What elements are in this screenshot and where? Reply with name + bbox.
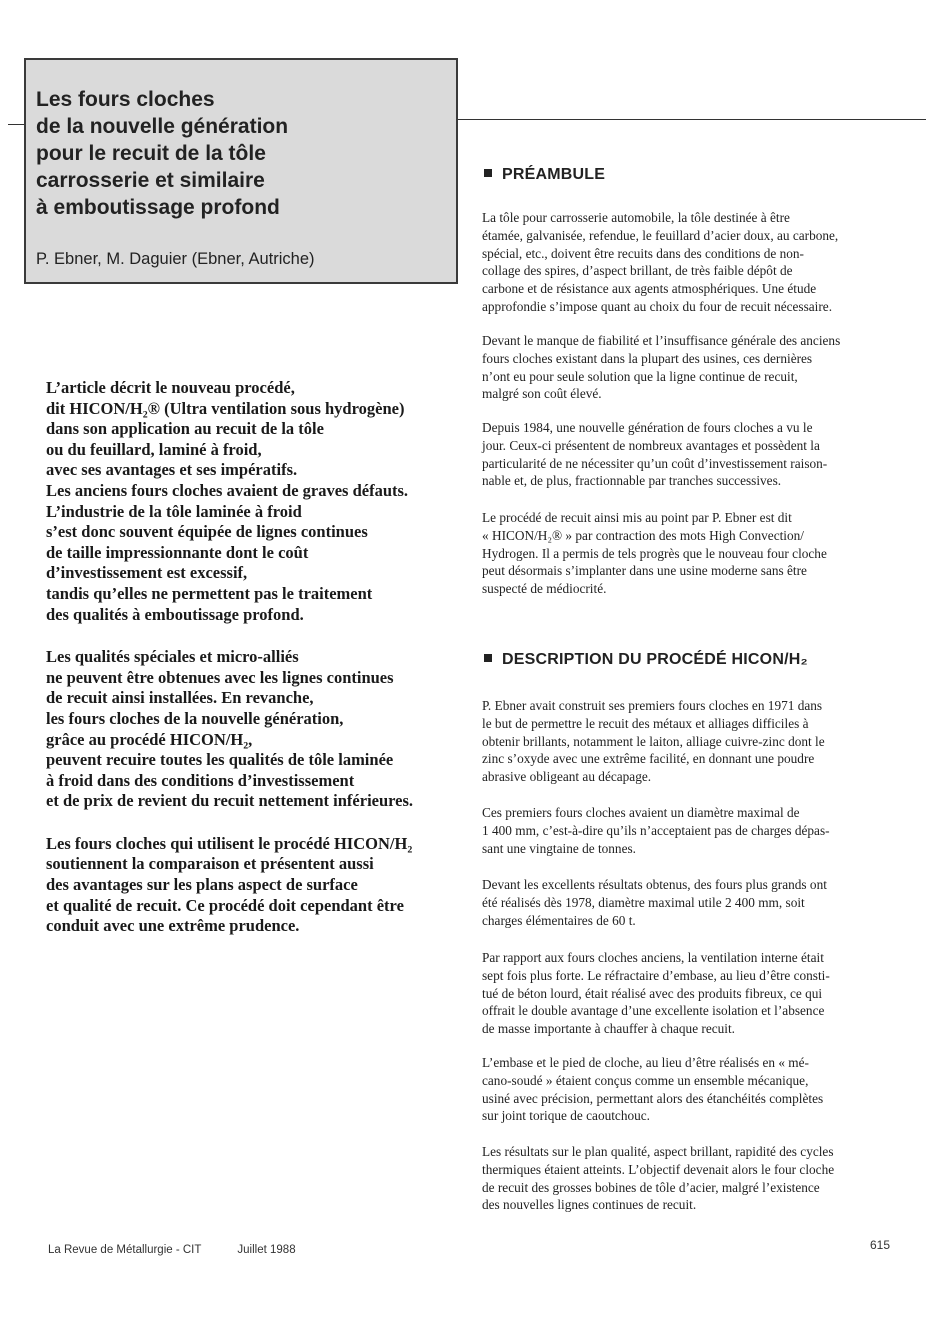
authors: P. Ebner, M. Daguier (Ebner, Autriche) xyxy=(36,250,315,268)
bullet-square-icon xyxy=(484,169,492,177)
journal-name: La Revue de Métallurgie - CIT xyxy=(48,1244,202,1256)
abstract-paragraph xyxy=(46,378,456,625)
bullet-square-icon xyxy=(484,654,492,662)
text-line: de masse importante à chauffer à chaque recuit. xyxy=(482,1021,736,1037)
text-line: Devant les excellents résultats obtenus, des fours plus grands ont xyxy=(482,877,827,892)
abstract-line: tandis qu’elles ne permettent pas le traitement xyxy=(46,583,373,603)
abstract-line: Les anciens fours cloches avaient de graves défauts. xyxy=(46,480,409,500)
text-line: charges élémentaires de 60 t. xyxy=(482,912,636,928)
text-line: approfondie s’impose quant au choix du four de recuit nécessaire. xyxy=(482,298,833,314)
text-line: thermiques étaient atteints. L’objectif devenait alors le four cloche xyxy=(482,1161,835,1177)
preambule-paragraph xyxy=(482,419,888,490)
abstract xyxy=(46,378,456,959)
abstract-line: les fours cloches de la nouvelle génération, xyxy=(46,708,344,728)
text-line: sant une vingtaine de tonnes. xyxy=(482,840,636,856)
text-line: offrait le double avantage d’une excellente isolation et l’absence xyxy=(482,1003,825,1019)
title-line: pour le recuit de la tôle xyxy=(36,142,266,165)
abstract-line: peuvent recuire toutes les qualités de tôle laminée xyxy=(46,750,394,770)
text-line: étamée, galvanisée, refendue, le feuillard d’acier doux, au carbone, xyxy=(482,227,839,243)
abstract-line: Les qualités spéciales et micro-alliés xyxy=(46,647,299,667)
abstract-line: L’industrie de la tôle laminée à froid xyxy=(46,501,302,521)
abstract-line: dit HICON/H₂® (Ultra ventilation sous hydrogène) xyxy=(46,398,405,418)
text-line: tué de béton lourd, était réalisé avec des produits fibreux, ce qui xyxy=(482,985,823,1001)
text-line: carbone et de résistance aux agents atmosphériques. Une étude xyxy=(482,281,817,297)
description-paragraph xyxy=(482,949,888,1038)
text-line: n’ont eu pour seule solution que la ligne continue de recuit, xyxy=(482,368,798,384)
title-line: de la nouvelle génération xyxy=(36,115,289,138)
description-paragraph xyxy=(482,876,888,929)
text-line: 1 400 mm, c’est-à-dire qu’ils n’acceptaient pas de charges dépas- xyxy=(482,822,830,838)
abstract-line: conduit avec une extrême prudence. xyxy=(46,916,300,936)
preambule-paragraph xyxy=(482,209,888,316)
text-line: spécial, etc., doivent être recuits dans des conditions de non- xyxy=(482,245,804,261)
text-line: obtenir brillants, notamment le laiton, alliage cuivre-zinc dont le xyxy=(482,733,825,749)
abstract-line: ne peuvent être obtenues avec les lignes continues xyxy=(46,667,394,687)
text-line: le but de permettre le recuit des métaux et alliages difficiles à xyxy=(482,715,809,731)
text-line: collage des spires, d’aspect brillant, de très faible dépôt de xyxy=(482,263,793,279)
abstract-line: s’est donc souvent équipée de lignes continues xyxy=(46,522,368,542)
text-line: peut désormais s’implanter dans une usine moderne sans être xyxy=(482,563,807,579)
abstract-line: ou du feuillard, laminé à froid, xyxy=(46,439,262,459)
text-line: des nouvelles lignes continues de recuit. xyxy=(482,1197,697,1213)
text-line: « HICON/H₂® » par contraction des mots High Convection/ xyxy=(482,527,804,543)
text-line: de recuit des grosses bobines de tôle d’acier, malgré l’existence xyxy=(482,1179,820,1195)
text-line: particularité de ne nécessiter qu’un coût d’investissement raison- xyxy=(482,455,828,471)
text-line: zinc s’oxyde avec une extrême facilité, en donnant une poudre xyxy=(482,751,815,767)
text-line: abrasive obligeant au décapage. xyxy=(482,769,652,785)
text-line: cano-soudé » étaient conçus comme un ensemble mécanique, xyxy=(482,1072,809,1088)
text-line: Ces premiers fours cloches avaient un diamètre maximal de xyxy=(482,805,800,820)
text-line: Hydrogen. Il a permis de tels progrès que le nouveau four cloche xyxy=(482,545,827,561)
text-line: été réalisés dès 1978, diamètre maximal utile 2 400 mm, soit xyxy=(482,894,805,910)
abstract-line: et de prix de revient du recuit nettement inférieures. xyxy=(46,791,414,811)
abstract-line: des qualités à emboutissage profond. xyxy=(46,604,304,624)
text-line: usiné avec précision, permettant alors des étanchéités complètes xyxy=(482,1090,824,1106)
preambule-paragraph xyxy=(482,509,888,598)
title-rule-right xyxy=(458,119,926,120)
text-line: sur joint torique de caoutchouc. xyxy=(482,1108,651,1124)
abstract-paragraph xyxy=(46,647,456,812)
page-number: 615 xyxy=(870,1238,891,1252)
text-line: Par rapport aux fours cloches anciens, la ventilation interne était xyxy=(482,950,824,965)
footer xyxy=(48,1244,296,1256)
title-line: Les fours cloches xyxy=(36,88,215,111)
text-line: jour. Ceux-ci présentent de nombreux avantages et possèdent la xyxy=(482,437,820,453)
abstract-line: avec ses avantages et ses impératifs. xyxy=(46,460,298,480)
abstract-line: grâce au procédé HICON/H₂, xyxy=(46,729,253,749)
text-line: Depuis 1984, une nouvelle génération de fours cloches a vu le xyxy=(482,420,813,435)
abstract-line: de recuit ainsi installées. En revanche, xyxy=(46,688,314,708)
text-line: sept fois plus forte. Le réfractaire d’embase, au lieu d’être consti- xyxy=(482,967,830,983)
abstract-line: et qualité de recuit. Ce procédé doit cependant être xyxy=(46,895,404,915)
title-box xyxy=(24,58,458,284)
abstract-line: L’article décrit le nouveau procédé, xyxy=(46,378,295,397)
abstract-line: soutiennent la comparaison et présentent aussi xyxy=(46,854,374,874)
title-line: carrosserie et similaire xyxy=(36,169,265,192)
abstract-line: d’investissement est excessif, xyxy=(46,563,248,583)
abstract-line: de taille impressionnante dont le coût xyxy=(46,542,309,562)
title-line: à emboutissage profond xyxy=(36,196,280,219)
text-line: Les résultats sur le plan qualité, aspect brillant, rapidité des cycles xyxy=(482,1144,834,1159)
text-line: Devant le manque de fiabilité et l’insuffisance générale des anciens xyxy=(482,333,841,348)
section-heading-text: PRÉAMBULE xyxy=(502,166,606,183)
issue-date: Juillet 1988 xyxy=(237,1244,296,1256)
text-line: La tôle pour carrosserie automobile, la tôle destinée à être xyxy=(482,210,790,225)
text-line: fours cloches existant dans la plupart des usines, ces dernières xyxy=(482,350,813,366)
description-paragraph xyxy=(482,1054,888,1125)
preambule-paragraph xyxy=(482,332,888,403)
section-heading-description xyxy=(484,651,808,669)
title-rule-left xyxy=(8,124,24,125)
text-line: Le procédé de recuit ainsi mis au point par P. Ebner est dit xyxy=(482,510,792,525)
text-line: nable et, de plus, fractionnable par tranches successives. xyxy=(482,473,782,489)
text-line: P. Ebner avait construit ses premiers fours cloches en 1971 dans xyxy=(482,698,823,713)
description-paragraph xyxy=(482,1143,888,1214)
abstract-line: dans son application au recuit de la tôle xyxy=(46,419,324,439)
section-heading-preambule xyxy=(484,166,605,184)
description-paragraph xyxy=(482,697,888,786)
abstract-paragraph xyxy=(46,834,456,937)
text-line: suspecté de médiocrité. xyxy=(482,581,607,597)
abstract-line: des avantages sur les plans aspect de surface xyxy=(46,875,358,895)
abstract-line: à froid dans des conditions d’investissement xyxy=(46,770,355,790)
text-line: L’embase et le pied de cloche, au lieu d’être réalisés en « mé- xyxy=(482,1055,809,1070)
section-heading-text: DESCRIPTION DU PROCÉDÉ HICON/H₂ xyxy=(502,651,808,668)
description-paragraph xyxy=(482,804,888,857)
abstract-line: Les fours cloches qui utilisent le procédé HICON/H₂ xyxy=(46,833,413,853)
text-line: malgré son coût élevé. xyxy=(482,386,602,402)
